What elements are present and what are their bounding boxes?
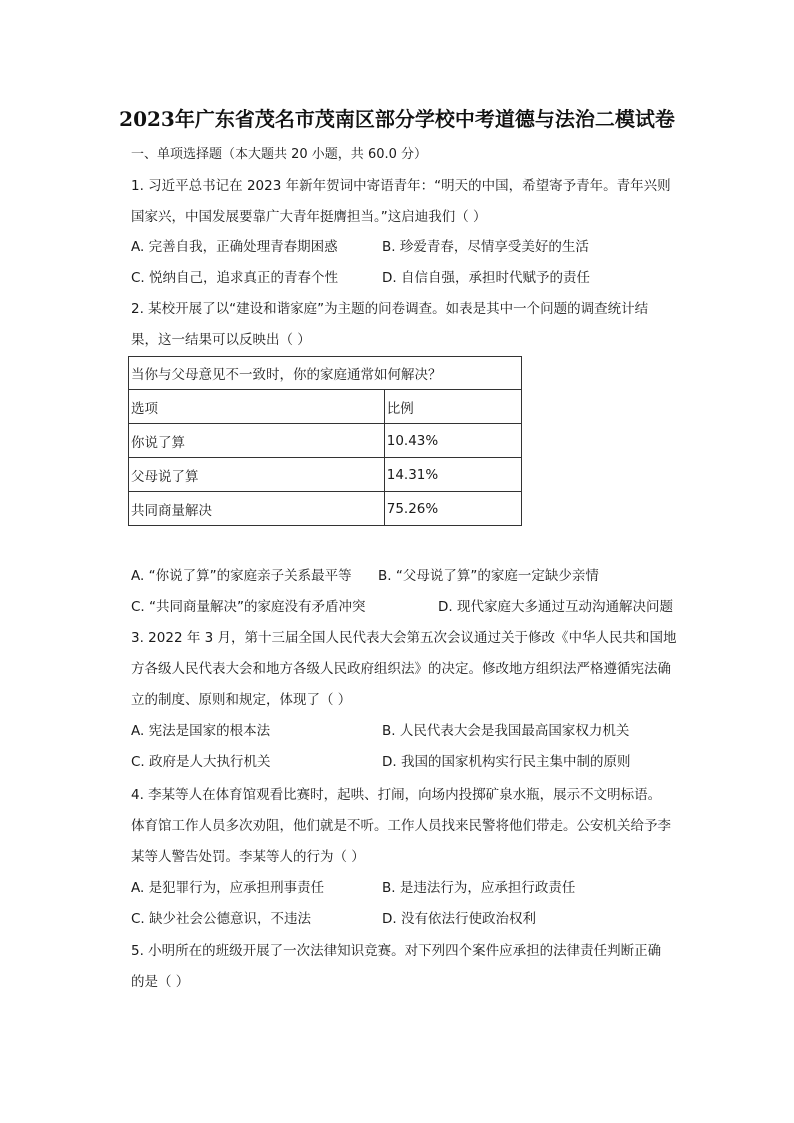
table-row bbox=[129, 492, 522, 526]
question-2-option-a: A. “你说了算”的家庭亲子关系最平等 bbox=[131, 568, 352, 584]
question-4-line-2: 体育馆工作人员多次劝阻，他们就是不听。工作人员找来民警将他们带走。公安机关给予李 bbox=[131, 818, 671, 834]
question-3-option-c: C. 政府是人大执行机关 bbox=[131, 754, 271, 770]
table-cell-option: 你说了算 bbox=[129, 424, 385, 458]
table-cell-option: 父母说了算 bbox=[129, 458, 385, 492]
question-1-option-b: B. 珍爱青春，尽情享受美好的生活 bbox=[382, 239, 589, 255]
question-4-option-d: D. 没有依法行使政治权利 bbox=[382, 911, 536, 927]
table-header-row bbox=[129, 390, 522, 424]
table-header-option: 选项 bbox=[129, 390, 385, 424]
question-1-option-c: C. 悦纳自己，追求真正的青春个性 bbox=[131, 270, 339, 286]
question-3-line-3: 立的制度、原则和规定，体现了（ ） bbox=[131, 692, 352, 708]
section-heading: 一、单项选择题（本大题共 20 小题，共 60.0 分） bbox=[131, 147, 428, 162]
table-cell-ratio: 75.26% bbox=[384, 492, 521, 526]
question-5-line-2: 的是（ ） bbox=[131, 974, 190, 990]
question-3-option-b: B. 人民代表大会是我国最高国家权力机关 bbox=[382, 723, 630, 739]
question-4-line-3: 某等人警告处罚。李某等人的行为（ ） bbox=[131, 849, 365, 865]
survey-table bbox=[128, 356, 522, 526]
table-header-ratio: 比例 bbox=[384, 390, 521, 424]
question-2-option-b: B. “父母说了算”的家庭一定缺少亲情 bbox=[378, 568, 599, 584]
table-cell-ratio: 14.31% bbox=[384, 458, 521, 492]
question-3-line-1: 3. 2022 年 3 月，第十三届全国人民代表大会第五次会议通过关于修改《中华人民共和国地 bbox=[131, 630, 677, 646]
page-title: 2023年广东省茂名市茂南区部分学校中考道德与法治二模试卷 bbox=[119, 107, 675, 131]
question-2-line-1: 2. 某校开展了以“建设和谐家庭”为主题的问卷调查。如表是其中一个问题的调查统计结 bbox=[131, 301, 649, 317]
table-row bbox=[129, 458, 522, 492]
question-3-line-2: 方各级人民代表大会和地方各级人民政府组织法》的决定。修改地方组织法严格遵循宪法确 bbox=[131, 661, 671, 677]
question-1-option-a: A. 完善自我，正确处理青春期困惑 bbox=[131, 239, 338, 255]
question-3-option-a: A. 宪法是国家的根本法 bbox=[131, 723, 271, 739]
question-3-option-d: D. 我国的国家机构实行民主集中制的原则 bbox=[382, 754, 631, 770]
question-4-line-1: 4. 李某等人在体育馆观看比赛时，起哄、打闹，向场内投掷矿泉水瓶，展示不文明标语。 bbox=[131, 787, 662, 803]
question-4-option-c: C. 缺少社会公德意识，不违法 bbox=[131, 911, 312, 927]
question-1-line-2: 国家兴，中国发展要靠广大青年挺膺担当。”这启迪我们（ ） bbox=[131, 209, 487, 225]
question-2-option-c: C. “共同商量解决”的家庭没有矛盾冲突 bbox=[131, 599, 366, 615]
question-4-option-a: A. 是犯罪行为，应承担刑事责任 bbox=[131, 880, 325, 896]
table-cell-ratio: 10.43% bbox=[384, 424, 521, 458]
question-1-option-d: D. 自信自强，承担时代赋予的责任 bbox=[382, 270, 590, 286]
question-4-option-b: B. 是违法行为，应承担行政责任 bbox=[382, 880, 576, 896]
question-1-line-1: 1. 习近平总书记在 2023 年新年贺词中寄语青年：“明天的中国，希望寄予青年。青年兴则 bbox=[131, 178, 671, 194]
question-2-option-d: D. 现代家庭大多通过互动沟通解决问题 bbox=[438, 599, 673, 615]
question-2-line-2: 果，这一结果可以反映出（ ） bbox=[131, 332, 311, 348]
question-5-line-1: 5. 小明所在的班级开展了一次法律知识竞赛。对下列四个案件应承担的法律责任判断正确 bbox=[131, 943, 662, 959]
table-row bbox=[129, 424, 522, 458]
table-question: 当你与父母意见不一致时，你的家庭通常如何解决？ bbox=[129, 357, 522, 390]
table-cell-option: 共同商量解决 bbox=[129, 492, 385, 526]
